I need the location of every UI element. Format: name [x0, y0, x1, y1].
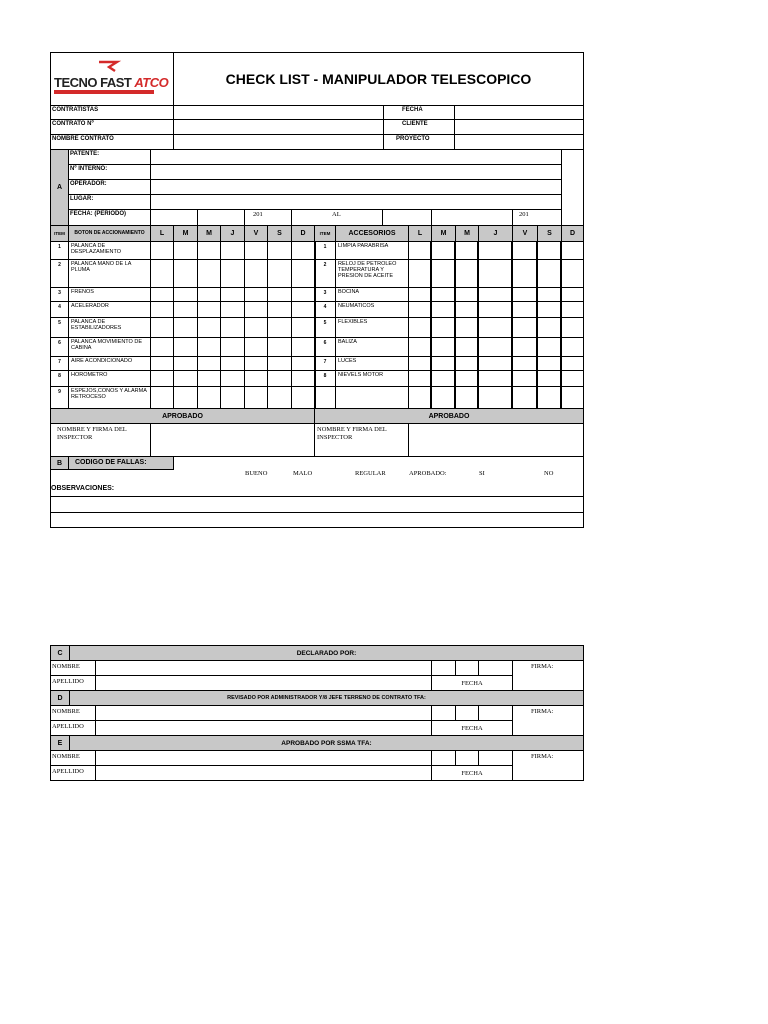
periodo-al: AL [291, 209, 383, 226]
firma-field[interactable]: FIRMA: [512, 660, 584, 691]
check-cell[interactable] [455, 259, 478, 288]
firma-field[interactable]: FIRMA: [512, 705, 584, 736]
fecha-month-field[interactable] [455, 660, 479, 676]
check-cell[interactable] [455, 301, 478, 318]
check-cell[interactable] [197, 241, 221, 260]
periodo-day-1[interactable] [150, 209, 198, 226]
accesorios-header: ACCESORIOS [335, 225, 409, 242]
item-number: 6 [314, 337, 336, 357]
observaciones-label: OBSERVACIONES: [51, 485, 115, 492]
signoff-title: APROBADO POR SSMA TFA: [69, 735, 584, 751]
fecha-day-field[interactable] [431, 705, 456, 721]
item-label: PALANCA DE DESPLAZAMIENTO [68, 241, 151, 260]
check-cell[interactable] [267, 337, 292, 357]
check-cell[interactable] [537, 337, 561, 357]
patente-label: PATENTE: [68, 149, 151, 165]
check-cell[interactable] [512, 386, 537, 409]
logo-bar [54, 90, 154, 94]
check-cell[interactable] [478, 370, 512, 387]
fecha-day-field[interactable] [431, 660, 456, 676]
item-label: ESPEJOS,CONOS Y ALARMA RETROCESO [68, 386, 151, 409]
nombre-field[interactable] [95, 705, 432, 721]
check-cell[interactable] [537, 241, 561, 260]
item-number: 2 [50, 259, 69, 288]
check-cell[interactable] [561, 317, 584, 338]
periodo-month-2[interactable] [431, 209, 513, 226]
item-number: 1 [314, 241, 336, 260]
fecha-label: FECHA [431, 720, 513, 736]
fecha-month-field[interactable] [455, 750, 479, 766]
nombre-field[interactable] [95, 750, 432, 766]
check-cell[interactable] [512, 337, 537, 357]
check-cell[interactable] [173, 370, 198, 387]
check-cell[interactable] [455, 287, 478, 302]
check-cell[interactable] [431, 241, 455, 260]
nombre-label: NOMBRE [50, 705, 96, 721]
item-number: 8 [314, 370, 336, 387]
check-cell[interactable] [244, 287, 268, 302]
fecha-field[interactable] [454, 105, 584, 120]
check-cell[interactable] [431, 337, 455, 357]
check-cell[interactable] [244, 356, 268, 371]
day-header: L [150, 225, 174, 242]
item-label: LIMPIA PARABRISA [335, 241, 409, 260]
day-header: M [173, 225, 198, 242]
periodo-month-1[interactable] [197, 209, 245, 226]
check-cell[interactable] [455, 337, 478, 357]
firma-inspector-right-field[interactable] [408, 423, 584, 457]
check-cell[interactable] [291, 386, 316, 409]
nombre-contrato-field[interactable] [173, 134, 384, 150]
check-cell[interactable] [537, 386, 561, 409]
signoff-title: REVISADO POR ADMINISTRADOR Y/8 JEFE TERRENO DE CONTRATO TFA: [69, 690, 584, 706]
item-number: 4 [50, 301, 69, 318]
item-number: 8 [50, 370, 69, 387]
check-cell[interactable] [561, 287, 584, 302]
check-cell[interactable] [267, 259, 292, 288]
check-cell[interactable] [431, 301, 455, 318]
item-number: 7 [50, 356, 69, 371]
check-cell[interactable] [173, 287, 198, 302]
check-cell[interactable] [173, 259, 198, 288]
apellido-field[interactable] [95, 765, 432, 781]
day-header: M [431, 225, 456, 242]
item-label: PALANCA DE ESTABILIZADORES [68, 317, 151, 338]
check-cell[interactable] [478, 287, 512, 302]
check-cell[interactable] [408, 337, 431, 357]
check-cell[interactable] [197, 301, 221, 318]
check-cell[interactable] [561, 370, 584, 387]
check-cell[interactable] [244, 337, 268, 357]
check-cell[interactable] [478, 301, 512, 318]
check-cell[interactable] [291, 337, 316, 357]
item-label: NEUMATICOS [335, 301, 409, 318]
section-b-letter: B [50, 456, 69, 470]
aprobado-label: APROBADO: [409, 470, 447, 477]
check-cell[interactable] [244, 301, 268, 318]
cliente-field[interactable] [454, 119, 584, 135]
check-cell[interactable] [561, 356, 584, 371]
item-header: ITEM [314, 225, 336, 242]
item-number: 6 [50, 337, 69, 357]
check-cell[interactable] [244, 317, 268, 338]
check-cell[interactable] [561, 301, 584, 318]
check-cell[interactable] [173, 386, 198, 409]
check-cell[interactable] [455, 386, 478, 409]
check-cell[interactable] [244, 259, 268, 288]
check-cell[interactable] [431, 317, 455, 338]
logo-text: TECNO FAST ATCO [54, 75, 169, 90]
day-header: D [291, 225, 315, 242]
observaciones-field[interactable] [50, 497, 584, 512]
check-cell[interactable] [267, 317, 292, 338]
check-cell[interactable] [173, 241, 198, 260]
aprobado-left: APROBADO [50, 408, 315, 424]
page-title: CHECK LIST - MANIPULADOR TELESCOPICO [173, 52, 584, 106]
check-cell[interactable] [197, 386, 221, 409]
item-label: PALANCA MANO DE LA PLUMA [68, 259, 151, 288]
check-cell[interactable] [478, 241, 512, 260]
day-header: S [267, 225, 292, 242]
signoff-letter: E [50, 735, 70, 751]
check-cell[interactable] [197, 337, 221, 357]
check-cell[interactable] [220, 259, 245, 288]
check-cell[interactable] [220, 386, 245, 409]
check-cell[interactable] [150, 356, 174, 371]
item-number: 4 [314, 301, 336, 318]
signoff-letter: C [50, 645, 70, 661]
check-cell[interactable] [408, 241, 431, 260]
codigo-fallas-label: CODIGO DE FALLAS: [68, 456, 174, 470]
apellido-label: APELLIDO [50, 720, 96, 736]
check-cell[interactable] [561, 259, 584, 288]
check-cell[interactable] [431, 259, 455, 288]
check-cell[interactable] [150, 317, 174, 338]
check-cell[interactable] [431, 386, 455, 409]
day-header: V [244, 225, 268, 242]
operador-label: OPERADOR: [68, 179, 151, 195]
check-cell[interactable] [150, 386, 174, 409]
check-cell[interactable] [291, 287, 316, 302]
check-cell[interactable] [512, 287, 537, 302]
check-cell[interactable] [431, 356, 455, 371]
contrato-field[interactable] [173, 119, 384, 135]
item-number: 7 [314, 356, 336, 371]
check-cell[interactable] [173, 356, 198, 371]
check-cell[interactable] [197, 259, 221, 288]
check-cell[interactable] [478, 317, 512, 338]
item-label: BOCINA [335, 287, 409, 302]
day-header: J [220, 225, 245, 242]
malo-label: MALO [293, 470, 313, 477]
fecha-day-field[interactable] [431, 750, 456, 766]
check-cell[interactable] [408, 287, 431, 302]
check-cell[interactable] [431, 287, 455, 302]
logo-swoosh-icon [95, 59, 125, 71]
operador-field[interactable] [150, 179, 562, 195]
check-cell[interactable] [267, 301, 292, 318]
apellido-field[interactable] [95, 675, 432, 691]
lugar-label: LUGAR: [68, 194, 151, 210]
lugar-field[interactable] [150, 194, 562, 210]
check-cell[interactable] [537, 370, 561, 387]
check-cell[interactable] [173, 301, 198, 318]
periodo-day-2[interactable] [382, 209, 432, 226]
check-cell[interactable] [512, 259, 537, 288]
day-header: V [512, 225, 538, 242]
firma-inspector-left-label: NOMBRE Y FIRMA DEL INSPECTOR [50, 423, 151, 457]
aprobado-right: APROBADO [314, 408, 584, 424]
check-cell[interactable] [408, 259, 431, 288]
check-cell[interactable] [220, 356, 245, 371]
item-label: BALIZA [335, 337, 409, 357]
apellido-label: APELLIDO [50, 675, 96, 691]
item-label: FLEXIBLES [335, 317, 409, 338]
check-cell[interactable] [150, 287, 174, 302]
item-label: NIEVELS MOTOR [335, 370, 409, 387]
fecha-label: FECHA [383, 105, 455, 120]
item-number: 2 [314, 259, 336, 288]
item-number: 9 [50, 386, 69, 409]
contrato-label: CONTRATO Nº [50, 119, 174, 135]
check-cell[interactable] [291, 259, 316, 288]
check-cell[interactable] [197, 356, 221, 371]
contratistas-field[interactable] [173, 105, 384, 120]
cliente-label: CLIENTE [383, 119, 455, 135]
item-label: LUCES [335, 356, 409, 371]
check-cell[interactable] [267, 386, 292, 409]
nombre-field[interactable] [95, 660, 432, 676]
check-cell[interactable] [197, 370, 221, 387]
check-cell[interactable] [291, 370, 316, 387]
si-label: SI [479, 470, 485, 477]
check-cell[interactable] [561, 241, 584, 260]
regular-label: REGULAR [355, 470, 386, 477]
firma-inspector-left-field[interactable] [150, 423, 315, 457]
item-label: ACELERADOR [68, 301, 151, 318]
boton-header: BOTON DE ACCIONAMIENTO [68, 225, 151, 242]
check-cell[interactable] [267, 356, 292, 371]
signoff-letter: D [50, 690, 70, 706]
check-cell[interactable] [537, 259, 561, 288]
check-cell[interactable] [291, 301, 316, 318]
check-cell[interactable] [512, 317, 537, 338]
day-header: M [455, 225, 479, 242]
check-cell[interactable] [150, 241, 174, 260]
firma-field[interactable]: FIRMA: [512, 750, 584, 781]
no-label: NO [544, 470, 554, 477]
check-cell[interactable] [173, 317, 198, 338]
nombre-label: NOMBRE [50, 660, 96, 676]
empty-cell [335, 386, 409, 409]
check-cell[interactable] [537, 356, 561, 371]
item-number: 1 [50, 241, 69, 260]
check-cell[interactable] [197, 317, 221, 338]
check-cell[interactable] [455, 370, 478, 387]
check-cell[interactable] [150, 337, 174, 357]
check-cell[interactable] [478, 259, 512, 288]
check-cell[interactable] [408, 386, 431, 409]
item-number: 3 [50, 287, 69, 302]
item-label: RELOJ DE PETROLEO TEMPERATURA Y PRESION DE ACEITE [335, 259, 409, 288]
nombre-label: NOMBRE [50, 750, 96, 766]
patente-field[interactable] [150, 149, 562, 165]
fecha-year-field[interactable] [478, 660, 513, 676]
check-cell[interactable] [431, 370, 455, 387]
check-cell[interactable] [455, 356, 478, 371]
day-header: J [478, 225, 513, 242]
check-cell[interactable] [408, 370, 431, 387]
check-cell[interactable] [220, 241, 245, 260]
check-cell[interactable] [220, 317, 245, 338]
proyecto-label: PROYECTO [383, 134, 455, 150]
check-cell[interactable] [512, 356, 537, 371]
item-number: 5 [314, 317, 336, 338]
item-number: 5 [50, 317, 69, 338]
check-cell[interactable] [220, 370, 245, 387]
fecha-periodo-label: FECHA: (PERIODO) [68, 209, 151, 226]
check-cell[interactable] [267, 287, 292, 302]
item-label: AIRE ACONDICIONADO [68, 356, 151, 371]
item-label: PALANCA MOVIMIENTO DE CABINA [68, 337, 151, 357]
day-header: L [408, 225, 432, 242]
check-cell[interactable] [537, 301, 561, 318]
check-cell[interactable] [150, 259, 174, 288]
check-cell[interactable] [220, 287, 245, 302]
check-cell[interactable] [173, 337, 198, 357]
check-cell[interactable] [561, 386, 584, 409]
check-cell[interactable] [291, 241, 316, 260]
day-header: M [197, 225, 221, 242]
fecha-year-field[interactable] [478, 750, 513, 766]
check-cell[interactable] [197, 287, 221, 302]
check-cell[interactable] [291, 356, 316, 371]
apellido-label: APELLIDO [50, 765, 96, 781]
check-cell[interactable] [244, 386, 268, 409]
firma-inspector-right-label: NOMBRE Y FIRMA DEL INSPECTOR [314, 423, 409, 457]
logo-box [50, 52, 174, 106]
check-cell[interactable] [220, 337, 245, 357]
nombre-contrato-label: NOMBRE CONTRATO [50, 134, 174, 150]
interno-field[interactable] [150, 164, 562, 180]
check-cell[interactable] [244, 241, 268, 260]
check-cell[interactable] [478, 386, 512, 409]
check-cell[interactable] [478, 337, 512, 357]
check-cell[interactable] [408, 356, 431, 371]
check-cell[interactable] [455, 241, 478, 260]
contratistas-label: CONTRATISTAS [50, 105, 174, 120]
check-cell[interactable] [150, 301, 174, 318]
check-cell[interactable] [220, 301, 245, 318]
check-cell[interactable] [561, 337, 584, 357]
check-cell[interactable] [512, 241, 537, 260]
day-header: D [561, 225, 584, 242]
observaciones-field[interactable] [50, 513, 584, 527]
fecha-year-field[interactable] [478, 705, 513, 721]
item-label: FRENOS [68, 287, 151, 302]
check-cell[interactable] [537, 317, 561, 338]
check-cell[interactable] [291, 317, 316, 338]
check-cell[interactable] [267, 370, 292, 387]
check-cell[interactable] [244, 370, 268, 387]
bueno-label: BUENO [245, 470, 268, 477]
item-number: 3 [314, 287, 336, 302]
item-label: HOROMETRO [68, 370, 151, 387]
empty-cell [314, 386, 336, 409]
check-cell[interactable] [455, 317, 478, 338]
section-a-right-margin [561, 149, 584, 226]
fecha-label: FECHA [431, 765, 513, 781]
fecha-month-field[interactable] [455, 705, 479, 721]
day-header: S [537, 225, 562, 242]
check-cell[interactable] [478, 356, 512, 371]
fecha-label: FECHA [431, 675, 513, 691]
check-cell[interactable] [537, 287, 561, 302]
check-cell[interactable] [267, 241, 292, 260]
section-a-letter: A [50, 149, 69, 226]
check-cell[interactable] [512, 301, 537, 318]
periodo-year-1: 201 [244, 209, 292, 226]
check-cell[interactable] [512, 370, 537, 387]
interno-label: Nº INTERNO: [68, 164, 151, 180]
check-cell[interactable] [408, 317, 431, 338]
apellido-field[interactable] [95, 720, 432, 736]
check-cell[interactable] [150, 370, 174, 387]
periodo-year-2: 201 [512, 209, 562, 226]
check-cell[interactable] [408, 301, 431, 318]
signoff-title: DECLARADO POR: [69, 645, 584, 661]
item-header: ITEM [50, 225, 69, 242]
proyecto-field[interactable] [454, 134, 584, 150]
